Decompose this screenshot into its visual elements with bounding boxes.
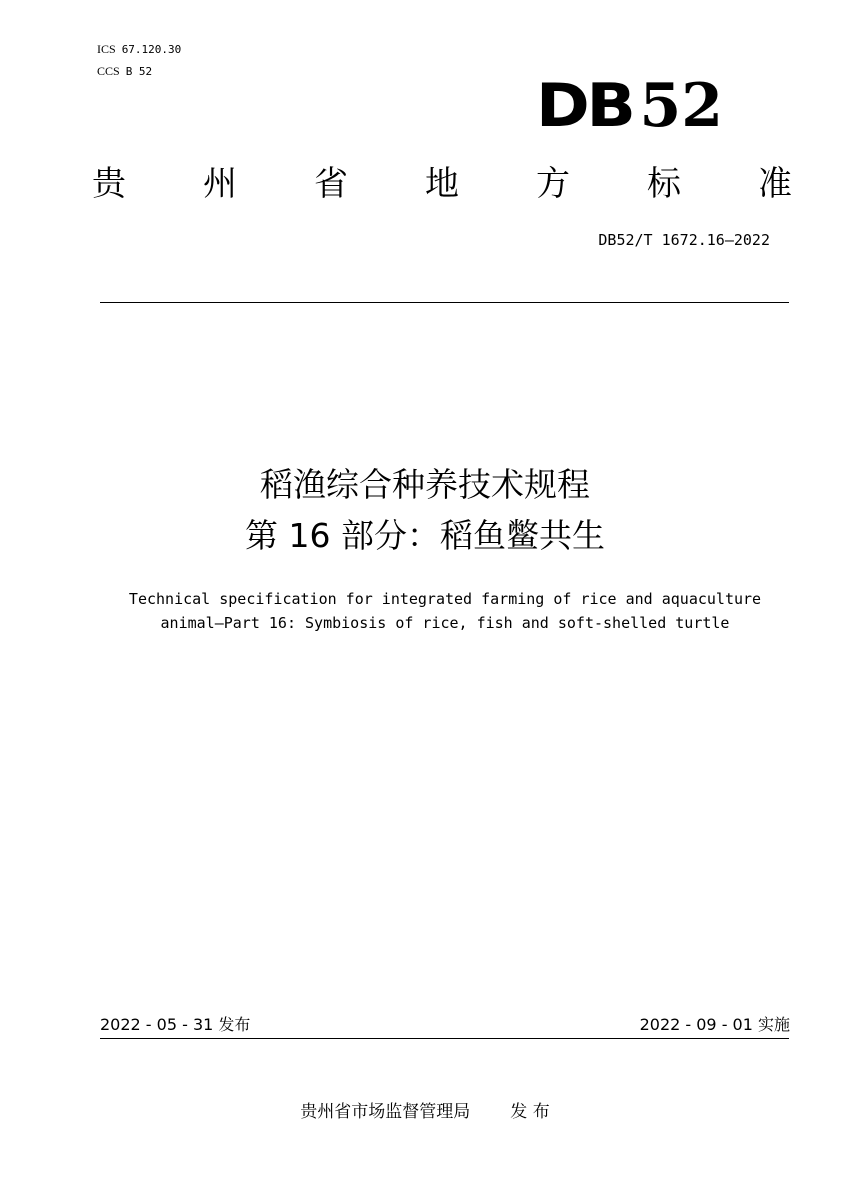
ccs-code: B 52 (125, 65, 153, 78)
ccs-label: CCS (97, 64, 120, 78)
bottom-divider (100, 1038, 789, 1039)
logo-db: DB (536, 71, 633, 141)
publisher-name: 贵州省市场监督管理局 (300, 1102, 471, 1122)
standard-number: DB52/T 1672.16—2022 (598, 231, 770, 249)
category-char: 标 (647, 164, 681, 204)
category-char: 州 (203, 164, 237, 204)
category-char: 方 (536, 164, 570, 204)
title-english-line2: animal—Part 16: Symbiosis of rice, fish and soft-shelled turtle (160, 614, 730, 632)
category-char: 地 (425, 164, 459, 204)
title-chinese-line1: 稻渔综合种养技术规程 (260, 465, 590, 504)
ics-code: 67.120.30 (121, 43, 182, 56)
top-divider (100, 302, 789, 303)
db52-logo (536, 71, 724, 141)
implementation-date: 2022 - 09 - 01 实施 (639, 1015, 790, 1034)
title-chinese-line2: 第 16 部分：稻鱼鳖共生 (245, 516, 605, 555)
title-english-line1: Technical specification for integrated farming of rice and aquaculture (128, 590, 762, 608)
category-char: 贵 (92, 164, 126, 204)
ccs-line (97, 64, 152, 79)
category-char: 省 (314, 164, 348, 204)
issue-date: 2022 - 05 - 31 发布 (100, 1015, 251, 1034)
publisher (0, 1100, 850, 1124)
logo-number: 52 (639, 71, 724, 141)
ics-label: ICS (97, 42, 116, 56)
category-char: 准 (758, 164, 792, 204)
publisher-action: 发 布 (510, 1102, 550, 1122)
ics-line (97, 42, 181, 57)
standard-category (92, 158, 792, 210)
